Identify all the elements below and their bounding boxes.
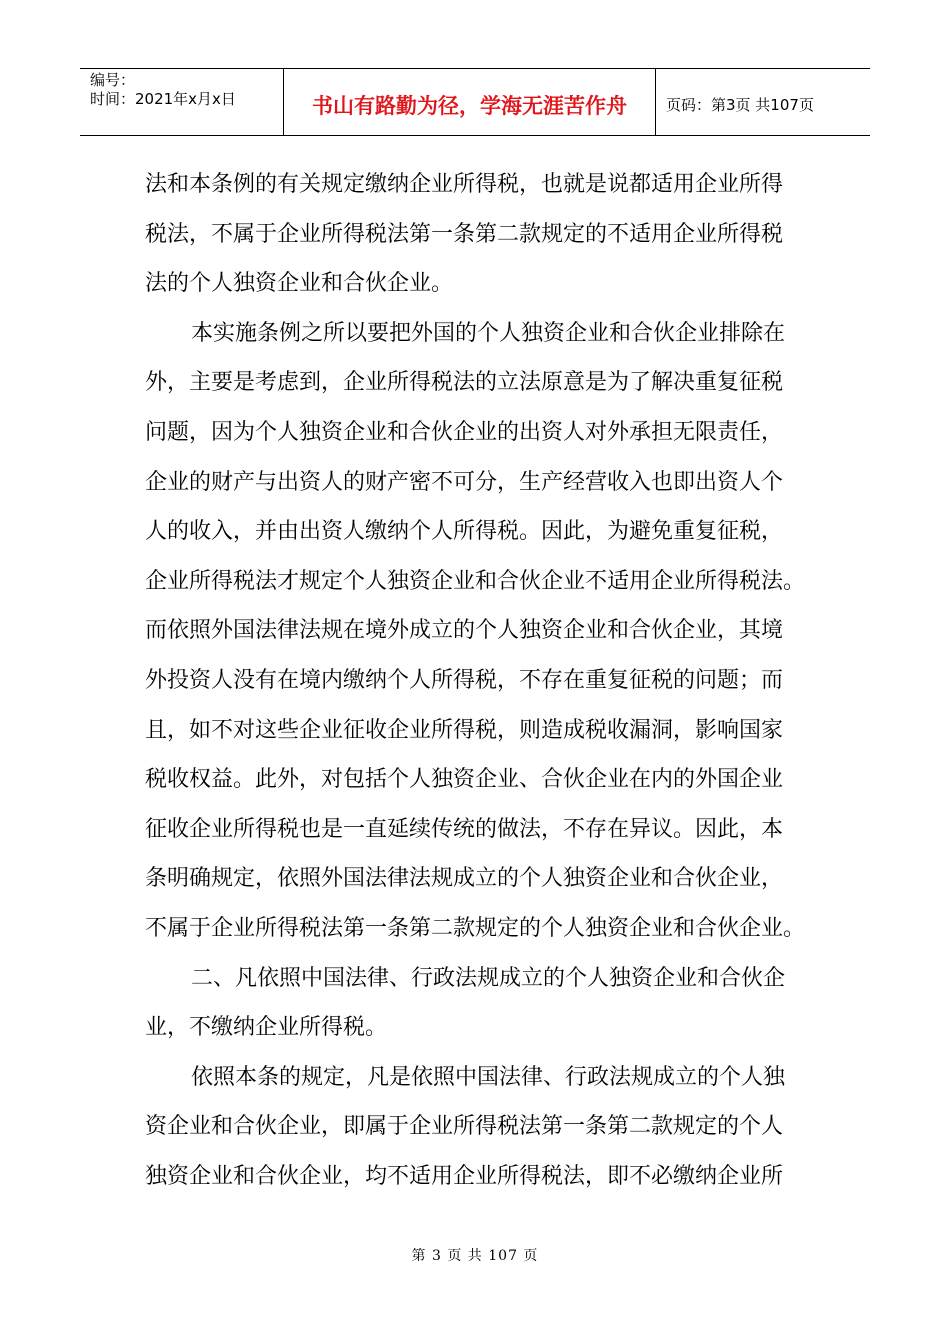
body-line: 人的收入，并由出资人缴纳个人所得税。因此，为避免重复征税，: [145, 519, 784, 545]
body-line: 问题，因为个人独资企业和合伙企业的出资人对外承担无限责任，: [145, 419, 784, 445]
document-time-label: 时间：2021年x月x日: [90, 90, 236, 108]
body-line: 外，主要是考虑到，企业所得税法的立法原意是为了解决重复征税: [145, 370, 784, 396]
paragraph-start-line: 本实施条例之所以要把外国的个人独资企业和合伙企业排除在: [191, 320, 786, 346]
body-line: 不属于企业所得税法第一条第二款规定的个人独资企业和合伙企业。: [145, 915, 806, 941]
body-line: 法和本条例的有关规定缴纳企业所得税，也就是说都适用企业所得: [145, 172, 784, 197]
header-motto: 书山有路勤为径，学海无涯苦作舟: [284, 69, 656, 135]
body-line: 且，如不对这些企业征收企业所得税，则造成税收漏洞，影响国家: [145, 717, 784, 743]
body-line: 资企业和合伙企业，即属于企业所得税法第一条第二款规定的个人: [145, 1114, 784, 1140]
body-line: 企业的财产与出资人的财产密不可分，生产经营收入也即出资人个: [145, 469, 784, 495]
page-header: [80, 68, 870, 136]
body-line: 条明确规定，依照外国法律法规成立的个人独资企业和合伙企业，: [145, 866, 784, 892]
page-footer: 第 3 页 共 107 页: [411, 1248, 539, 1264]
body-line: 独资企业和合伙企业，均不适用企业所得税法，即不必缴纳企业所: [145, 1163, 784, 1189]
body-line: 税法，不属于企业所得税法第一条第二款规定的不适用企业所得税: [145, 221, 784, 247]
paragraph-start-line: 依照本条的规定，凡是依照中国法律、行政法规成立的个人独: [191, 1064, 786, 1090]
body-line: 法的个人独资企业和合伙企业。: [145, 271, 454, 297]
header-meta: [80, 69, 284, 135]
body-line: 企业所得税法才规定个人独资企业和合伙企业不适用企业所得税法。: [145, 568, 806, 594]
section-heading-line: 二、凡依照中国法律、行政法规成立的个人独资企业和合伙企: [191, 965, 786, 991]
body-line: 业，不缴纳企业所得税。: [145, 1015, 388, 1041]
body-line: 税收权益。此外，对包括个人独资企业、合伙企业在内的外国企业: [145, 767, 784, 793]
body-line: 征收企业所得税也是一直延续传统的做法，不存在异议。因此，本: [145, 816, 784, 842]
body-line: 而依照外国法律法规在境外成立的个人独资企业和合伙企业，其境: [145, 618, 784, 644]
document-number-label: 编号：: [90, 71, 136, 89]
header-page-info: 页码：第3页 共107页: [666, 95, 814, 114]
document-body: [145, 160, 825, 1201]
body-line: 外投资人没有在境内缴纳个人所得税，不存在重复征税的问题；而: [145, 667, 784, 693]
